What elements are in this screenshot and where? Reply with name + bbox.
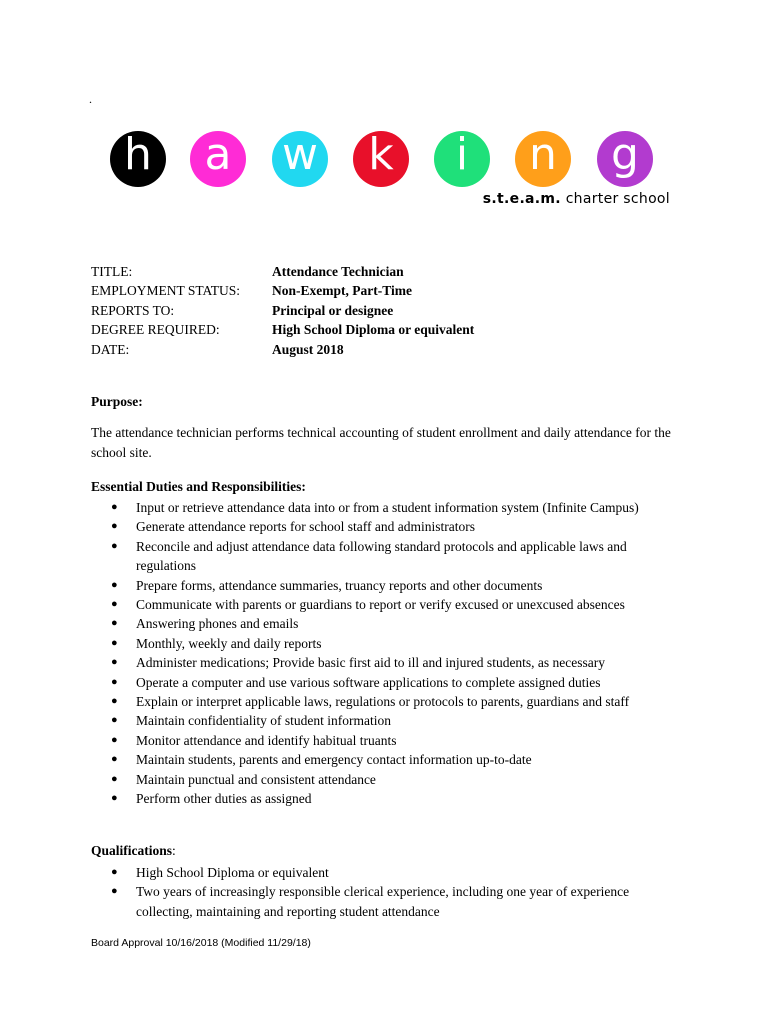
list-item-text: Maintain punctual and consistent attendance	[136, 771, 376, 787]
logo-letter-i: i	[434, 131, 490, 187]
logo-letter-n: n	[515, 131, 571, 187]
list-item-text: Reconcile and adjust attendance data following standard protocols and applicable laws and regulations	[136, 538, 627, 574]
qualifications-heading-colon: :	[172, 843, 176, 858]
list-item-text: Perform other duties as assigned	[136, 791, 312, 807]
bullet-icon: ●	[111, 866, 118, 878]
meta-label: REPORTS TO:	[91, 302, 175, 318]
logo-tagline	[483, 191, 670, 207]
bullet-icon: ●	[111, 695, 118, 708]
logo-letter-h: h	[110, 131, 166, 187]
bullet-icon: ●	[111, 792, 118, 805]
bullet-icon: ●	[111, 539, 118, 552]
list-item-text: Answering phones and emails	[136, 616, 299, 632]
bullet-icon: ●	[111, 885, 118, 898]
duties-heading: Essential Duties and Responsibilities:	[91, 479, 306, 494]
qualifications-heading	[91, 843, 176, 859]
list-item	[91, 863, 661, 882]
list-item-text: Generate attendance reports for school staff and administrators	[136, 519, 475, 535]
bullet-icon: ●	[111, 714, 118, 727]
meta-label: TITLE:	[91, 264, 133, 279]
meta-value: Principal or designee	[272, 302, 394, 318]
meta-row	[91, 301, 474, 320]
bullet-icon: ●	[111, 598, 118, 611]
meta-row	[91, 281, 474, 300]
list-item	[91, 692, 661, 711]
list-item	[91, 498, 661, 517]
list-item	[91, 614, 661, 633]
bullet-icon: ●	[111, 753, 118, 766]
meta-label: DEGREE REQUIRED:	[91, 322, 220, 338]
list-item-text: Communicate with parents or guardians to report or verify excused or unexcused absences	[136, 597, 625, 613]
list-item	[91, 634, 661, 653]
meta-value: Attendance Technician	[272, 264, 404, 279]
job-meta-table	[91, 262, 474, 359]
meta-value: August 2018	[272, 341, 344, 357]
list-item-text: Maintain confidentiality of student information	[136, 713, 391, 729]
qualifications-list	[91, 863, 661, 921]
list-item	[91, 673, 661, 692]
logo-letter-circles	[110, 131, 670, 187]
logo-letter-k: k	[353, 131, 409, 187]
logo-letter-a: a	[190, 131, 246, 187]
meta-label: EMPLOYMENT STATUS:	[91, 283, 241, 299]
list-item	[91, 595, 661, 614]
bullet-icon: ●	[111, 733, 118, 746]
qualifications-heading-text: Qualifications	[91, 843, 173, 858]
list-item	[91, 653, 661, 672]
meta-value: Non-Exempt, Part-Time	[272, 283, 412, 299]
list-item-text: Two years of increasingly responsible clerical experience, including one year of experience collecting, maintaining and reporting student attendance	[136, 884, 630, 919]
meta-value: High School Diploma or equivalent	[272, 322, 475, 338]
list-item-text: Administer medications; Provide basic first aid to ill and injured students, as necessary	[136, 655, 606, 671]
duties-list	[91, 498, 661, 809]
list-item-text: Input or retrieve attendance data into or from a student information system (Infinite Campus)	[136, 500, 639, 515]
list-item	[91, 750, 661, 769]
meta-row	[91, 262, 474, 281]
list-item	[91, 770, 661, 789]
list-item	[91, 711, 661, 730]
bullet-icon: ●	[111, 501, 118, 513]
bullet-icon: ●	[111, 656, 118, 669]
list-item-text: High School Diploma or equivalent	[136, 865, 329, 880]
list-item-text: Monitor attendance and identify habitual truants	[136, 732, 397, 748]
bullet-icon: ●	[111, 617, 118, 630]
bullet-icon: ●	[111, 520, 118, 533]
list-item-text: Explain or interpret applicable laws, regulations or protocols to parents, guardians and staff	[136, 694, 630, 710]
list-item-text: Operate a computer and use various software applications to complete assigned duties	[136, 674, 601, 690]
logo-letter-w: w	[272, 131, 328, 187]
meta-label: DATE:	[91, 341, 130, 357]
bullet-icon: ●	[111, 636, 118, 649]
list-item	[91, 882, 661, 921]
bullet-icon: ●	[111, 578, 118, 591]
list-item	[91, 789, 661, 808]
leading-mark: .	[89, 92, 92, 106]
logo-letter-g: g	[597, 131, 653, 187]
logo-tagline-rest: charter school	[560, 191, 670, 207]
school-logo	[110, 131, 670, 211]
logo-tagline-steam: s.t.e.a.m.	[482, 191, 561, 207]
footer-approval: Board Approval 10/16/2018 (Modified 11/29/18)	[91, 937, 311, 949]
meta-row	[91, 340, 474, 359]
list-item-text: Monthly, weekly and daily reports	[136, 635, 322, 651]
purpose-text: The attendance technician performs technical accounting of student enrollment and daily attendance for the school site.	[91, 425, 671, 460]
purpose-heading: Purpose:	[91, 394, 143, 409]
bullet-icon: ●	[111, 675, 118, 688]
bullet-icon: ●	[111, 772, 118, 785]
list-item	[91, 537, 661, 576]
list-item-text: Prepare forms, attendance summaries, truancy reports and other documents	[136, 577, 543, 593]
list-item	[91, 517, 661, 536]
list-item	[91, 576, 661, 595]
list-item	[91, 731, 661, 750]
meta-row	[91, 320, 474, 339]
list-item-text: Maintain students, parents and emergency contact information up-to-date	[136, 752, 532, 768]
